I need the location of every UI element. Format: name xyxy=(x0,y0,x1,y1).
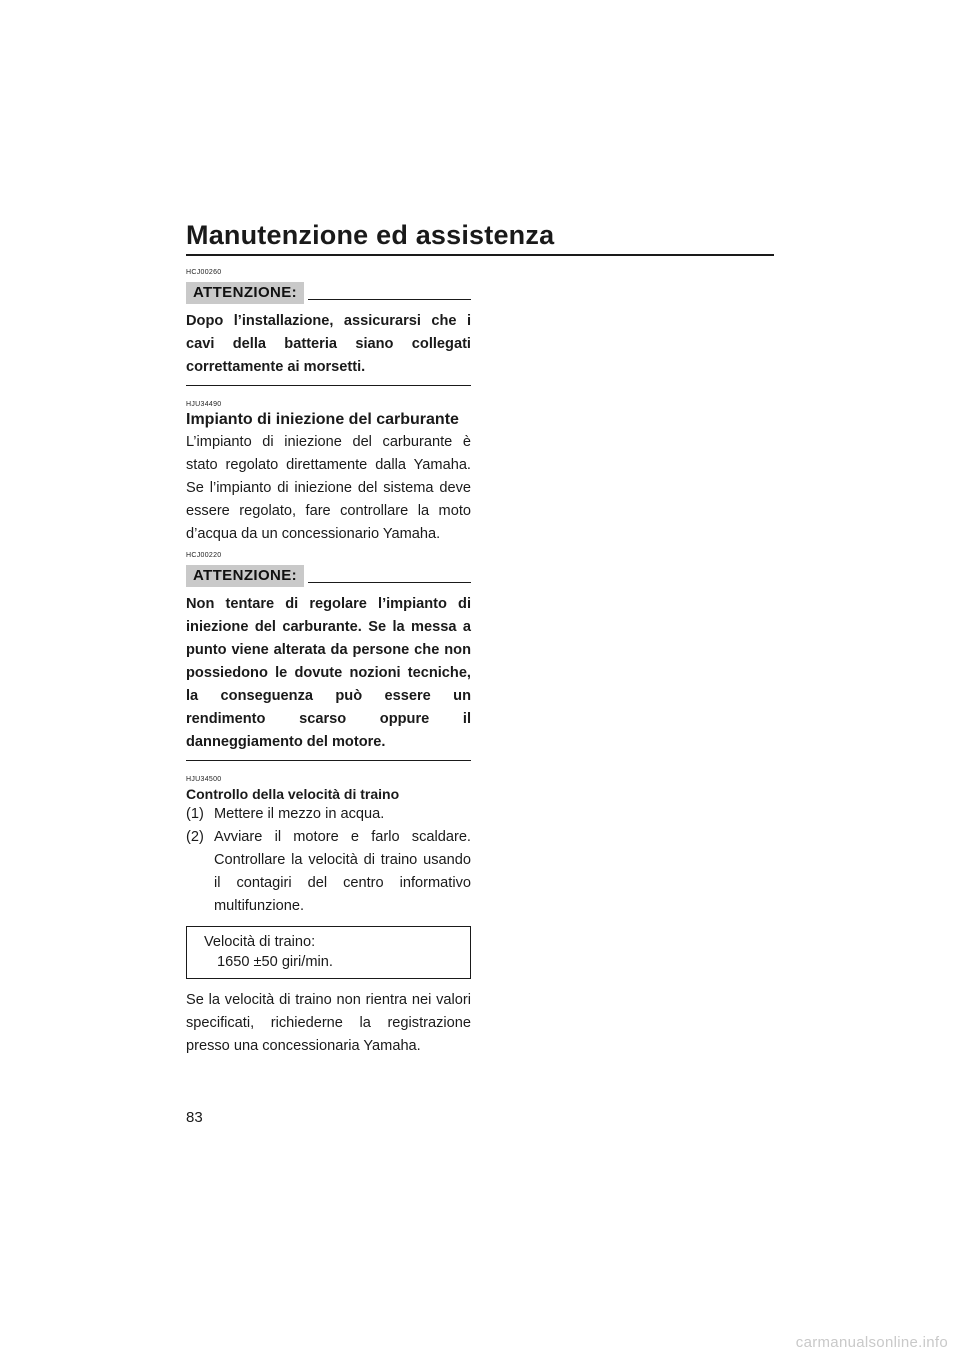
caution-rule xyxy=(308,582,471,583)
section-code: HJU34500 xyxy=(186,776,222,783)
caution-code: HCJ00260 xyxy=(186,269,222,276)
spec-value: 1650 ±50 giri/min. xyxy=(217,954,333,970)
spec-box xyxy=(186,926,471,979)
caution-text: Non tentare di regolare l’impianto di iniezione del carburante. Se la messa a punto viene alterata da persone che non possiedono le dovute nozioni tecniche, la conseguenza può essere un rendimento scarso oppure il danneggiamento del motore. xyxy=(186,596,471,750)
step-number: (2) xyxy=(186,829,204,845)
caution-end-rule xyxy=(186,760,471,761)
caution-code: HCJ00220 xyxy=(186,552,222,559)
caution-text: Dopo l’installazione, assicurarsi che i cavi della batteria siano collegati correttamente ai morsetti. xyxy=(186,313,471,375)
step-number: (1) xyxy=(186,806,204,822)
watermark: carmanualsonline.info xyxy=(795,1334,948,1351)
title-rule xyxy=(186,254,774,256)
section-code: HJU34490 xyxy=(186,401,222,408)
caution-badge: ATTENZIONE: xyxy=(186,565,304,587)
step-text: Avviare il motore e farlo scaldare. Controllare la velocità di traino usando il contagiri del centro informativo multifunzione. xyxy=(214,829,471,914)
section-heading-idle-speed: Controllo della velocità di traino xyxy=(186,786,400,802)
paragraph: L’impianto di iniezione del carburante è stato regolato direttamente dalla Yamaha. Se l’impianto di iniezione del sistema deve essere regolato, fare controllare la moto d’acqua da un concessionario Yamaha. xyxy=(186,434,471,542)
page-title: Manutenzione ed assistenza xyxy=(186,220,555,250)
caution-rule xyxy=(308,299,471,300)
caution-end-rule xyxy=(186,385,471,386)
caution-header xyxy=(186,562,471,590)
page-number: 83 xyxy=(186,1109,203,1126)
main-column xyxy=(186,268,471,1058)
spec-label: Velocità di traino: xyxy=(204,934,316,950)
paragraph: Se la velocità di traino non rientra nei valori specificati, richiederne la registrazione presso una concessionaria Yamaha. xyxy=(186,992,471,1054)
step-text: Mettere il mezzo in acqua. xyxy=(214,806,385,822)
list-item xyxy=(186,803,471,826)
caution-badge: ATTENZIONE: xyxy=(186,282,304,304)
list-item xyxy=(186,826,471,918)
section-heading-fuel-injection: Impianto di iniezione del carburante xyxy=(186,411,459,428)
caution-header xyxy=(186,279,471,307)
